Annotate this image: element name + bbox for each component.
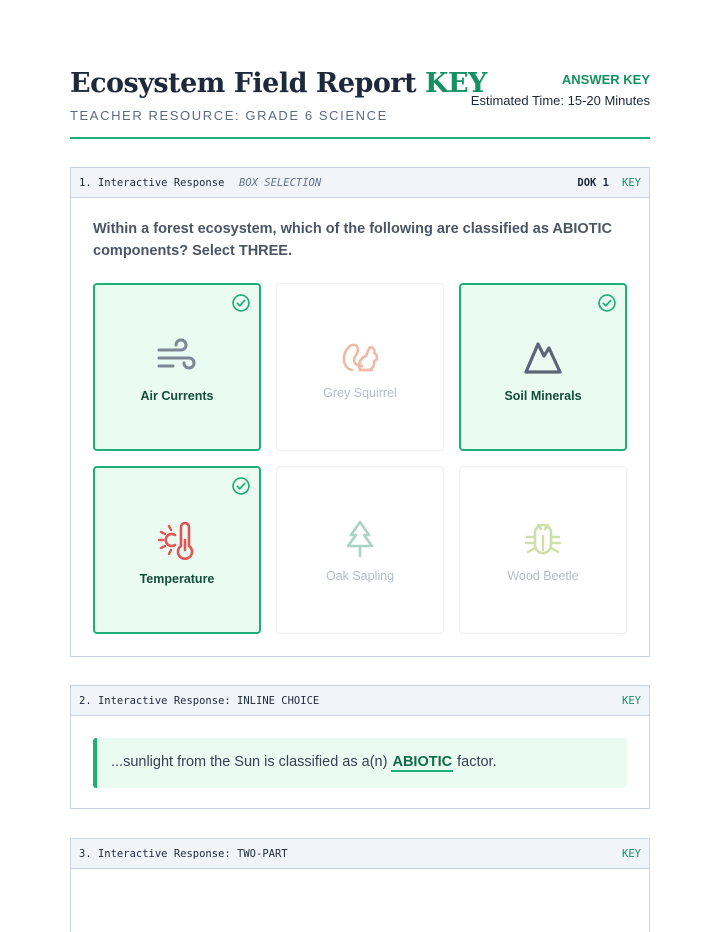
dok-badge: DOK 1 xyxy=(577,177,609,189)
option-label: Air Currents xyxy=(140,389,214,403)
sentence-start: ...sunlight from the Sun is classified as a(n) xyxy=(111,754,392,770)
question-2-label: 2. Interactive Response: INLINE CHOICE xyxy=(79,695,320,707)
title-key-badge: KEY xyxy=(424,68,487,99)
key-badge: KEY xyxy=(622,177,641,189)
mountain-icon xyxy=(521,335,565,379)
option-label: Wood Beetle xyxy=(507,569,579,583)
question-1-prompt: Within a forest ecosystem, which of the following are classified as ABIOTIC components? Select THREE. xyxy=(93,221,613,259)
inline-choice-answer[interactable]: ABIOTIC xyxy=(392,754,453,770)
option-label: Soil Minerals xyxy=(504,389,582,403)
question-2-header xyxy=(71,686,649,716)
header-divider xyxy=(70,137,650,139)
question-3-header xyxy=(71,839,649,869)
wind-icon xyxy=(155,335,199,379)
check-circle-icon xyxy=(231,293,251,313)
inline-choice-answer-box xyxy=(93,738,627,788)
question-1-type-tag: BOX SELECTION xyxy=(239,177,322,189)
key-badge: KEY xyxy=(622,848,641,860)
answer-key-label: ANSWER KEY xyxy=(561,72,650,87)
check-circle-icon xyxy=(231,476,251,496)
key-badge: KEY xyxy=(622,695,641,707)
question-1-header xyxy=(71,168,649,198)
question-2-card xyxy=(70,685,650,809)
option-label: Grey Squirrel xyxy=(323,386,397,400)
thermometer-sun-icon xyxy=(155,518,199,562)
report-header xyxy=(70,66,650,140)
option-label: Oak Sapling xyxy=(325,569,395,583)
squirrel-icon xyxy=(338,334,382,378)
option-label: Temperature xyxy=(139,572,215,586)
question-1-label: 1. Interactive Response xyxy=(79,177,225,189)
sentence-end: factor. xyxy=(453,754,497,770)
check-circle-icon xyxy=(597,293,617,313)
question-3-label: 3. Interactive Response: TWO-PART xyxy=(79,848,288,860)
inline-choice-sentence xyxy=(111,754,497,770)
option-soil-minerals[interactable] xyxy=(459,283,627,451)
tree-icon xyxy=(338,517,382,561)
option-wood-beetle[interactable] xyxy=(459,466,627,634)
question-3-card xyxy=(70,838,650,932)
option-oak-sapling[interactable] xyxy=(276,466,444,634)
estimated-time: Estimated Time: 15-20 Minutes xyxy=(470,93,650,108)
option-temperature[interactable] xyxy=(93,466,261,634)
page-subtitle: TEACHER RESOURCE: GRADE 6 SCIENCE xyxy=(70,108,388,123)
option-grey-squirrel[interactable] xyxy=(276,283,444,451)
title-text: Ecosystem Field Report xyxy=(70,68,417,99)
page-title xyxy=(70,68,487,99)
question-1-card xyxy=(70,167,650,657)
bug-icon xyxy=(521,517,565,561)
option-air-currents[interactable] xyxy=(93,283,261,451)
